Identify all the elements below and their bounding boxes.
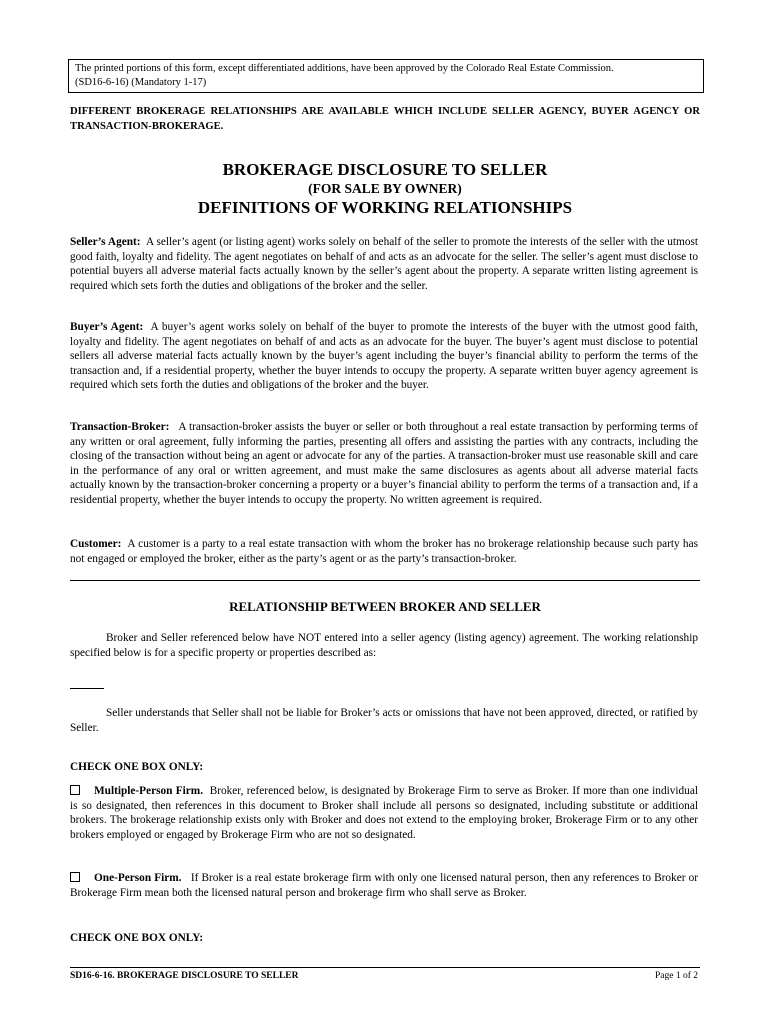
definition-term: Transaction-Broker: — [70, 421, 170, 433]
approval-notice-box — [68, 59, 704, 93]
document-subtitle: (FOR SALE BY OWNER) — [308, 181, 462, 196]
page-number: Page 1 of 2 — [654, 971, 698, 981]
one-person-firm-checkbox[interactable] — [70, 872, 80, 882]
definition-sellers-agent — [70, 235, 698, 293]
option-text: If Broker is a real estate brokerage firm with only one licensed natural person, then any references to Broker or Brokerage Firm mean both the licensed natural person and brokerage firm who shall serve as Broker. — [70, 872, 698, 899]
footer-form-name: SD16-6-16. BROKERAGE DISCLOSURE TO SELLER — [70, 971, 299, 981]
definition-text: A customer is a party to a real estate transaction with whom the broker has no brokerage relationship because such party has not engaged or employed the broker, either as the party’s agent or as the party’s transaction-broker. — [70, 538, 698, 565]
check-one-box-heading: CHECK ONE BOX ONLY: — [70, 761, 204, 773]
option-text: Broker, referenced below, is designated by Brokerage Firm to serve as Broker. If more than one individual is so designated, then references in this document to Broker shall include all persons so designated, including substitute or additional brokers. The brokerage relationship exists only with Broker and does not extend to the employing broker, Brokerage Firm or to any other brokers employed or engaged by Brokerage Firm who are not so designated. — [70, 785, 698, 841]
option-term: One-Person Firm. — [94, 872, 182, 884]
relationships-available-notice: DIFFERENT BROKERAGE RELATIONSHIPS ARE AVAILABLE WHICH INCLUDE SELLER AGENCY, BUYER AGENCY OR TRANSACTION-BROKERAGE. — [70, 106, 700, 132]
section-divider — [70, 580, 700, 581]
footer-divider — [70, 967, 700, 968]
definition-text: A transaction-broker assists the buyer or seller or both throughout a real estate transaction by performing terms of any written or oral agreement, fully informing the parties, presenting all offers and assisting the parties with any contracts, including the closing of the transaction without being an agent or advocate for any of the parties. A transaction-broker must use reasonable skill and care in the performance of any oral or written agreement, and must make the same disclosures as agents about all adverse material facts actually known by the transaction-broker concerning a property or a buyer’s financial ability to perform the terms of a transaction and, if a residential property, whether the buyer intends to occupy the property. No written agreement is required. — [70, 421, 698, 506]
option-one-person-firm — [70, 871, 698, 900]
definition-buyers-agent — [70, 320, 698, 393]
document-title: BROKERAGE DISCLOSURE TO SELLER — [222, 160, 548, 179]
definition-transaction-broker — [70, 420, 698, 508]
relationship-intro: Broker and Seller referenced below have NOT entered into a seller agency (listing agency) agreement. The working relationship specified below is for a specific property or properties described as: — [70, 632, 698, 659]
check-one-box-heading-2: CHECK ONE BOX ONLY: — [70, 932, 204, 944]
multiple-person-firm-checkbox[interactable] — [70, 785, 80, 795]
option-term: Multiple-Person Firm. — [94, 785, 204, 797]
property-description-blank[interactable] — [70, 688, 104, 689]
option-multiple-person-firm — [70, 784, 698, 842]
definition-term: Customer: — [70, 538, 122, 550]
definition-text: A seller’s agent (or listing agent) works solely on behalf of the seller to promote the interests of the seller with the utmost good faith, loyalty and fidelity. The agent negotiates on behalf of and acts as an advocate for the seller. The seller’s agent must disclose to potential buyers all adverse material facts actually known by the seller’s agent about the property. A separate written listing agreement is required which sets forth the duties and obligations of the broker and the seller. — [70, 236, 699, 292]
approval-notice-text: The printed portions of this form, except differentiated additions, have been approved by the Colorado Real Estate Commission. — [75, 63, 614, 74]
definition-term: Seller’s Agent: — [70, 236, 141, 248]
definition-text: A buyer’s agent works solely on behalf of the buyer to promote the interests of the buyer with the utmost good faith, loyalty and fidelity. The agent negotiates on behalf of and acts as an advocate for the buyer. The buyer’s agent must disclose to potential sellers all adverse material facts actually known by the buyer’s agent including the buyer’s financial ability to perform the terms of the transaction and, if a residential property, whether the buyer intends to occupy the property. A separate written buyer agency agreement is required which sets forth the duties and obligations of the broker and the buyer. — [70, 321, 698, 392]
definitions-heading: DEFINITIONS OF WORKING RELATIONSHIPS — [197, 198, 573, 217]
relationship-heading: RELATIONSHIP BETWEEN BROKER AND SELLER — [229, 599, 541, 614]
form-code: (SD16-6-16) (Mandatory 1-17) — [75, 77, 207, 88]
definition-term: Buyer’s Agent: — [70, 321, 144, 333]
definition-customer — [70, 537, 698, 566]
seller-liability-statement: Seller understands that Seller shall not be liable for Broker’s acts or omissions that have not been approved, directed, or ratified by Seller. — [70, 707, 698, 734]
